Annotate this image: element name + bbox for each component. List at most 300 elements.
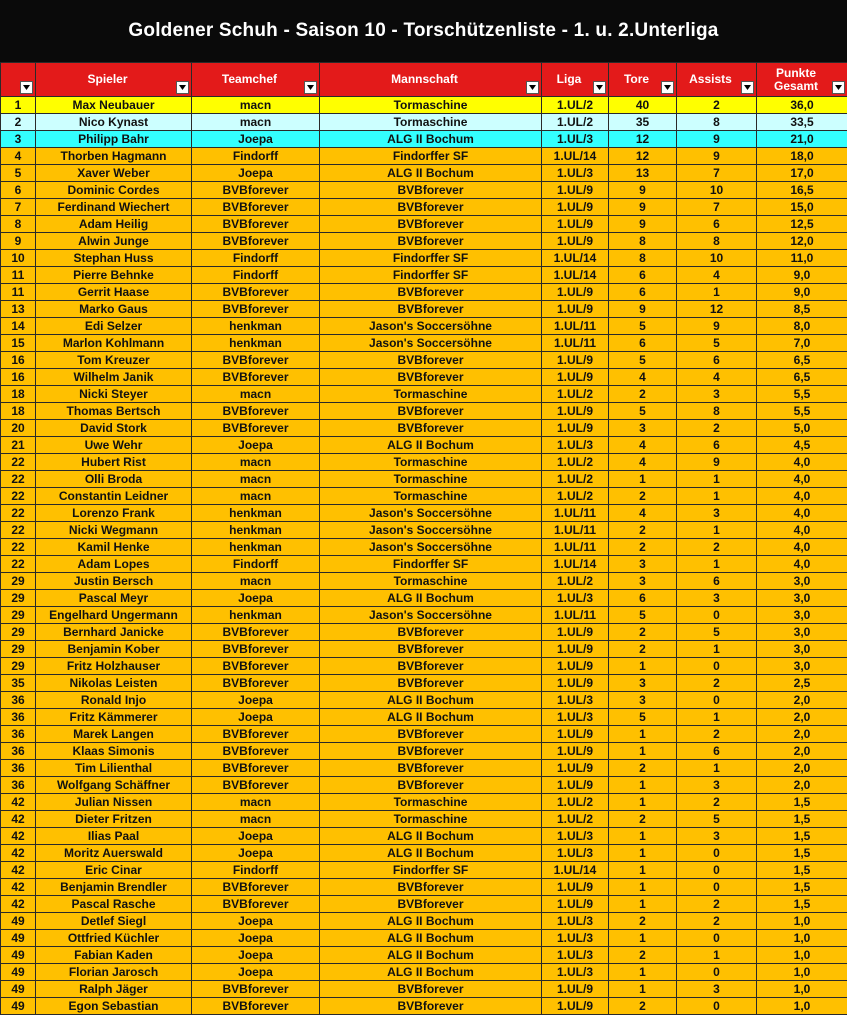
cell-points[interactable]: 4,5: [757, 437, 847, 454]
cell-goals[interactable]: 4: [609, 505, 677, 522]
cell-assists[interactable]: 8: [677, 233, 757, 250]
cell-player[interactable]: Tim Lilienthal: [36, 760, 192, 777]
cell-rank[interactable]: 49: [1, 998, 36, 1015]
cell-player[interactable]: Moritz Auerswald: [36, 845, 192, 862]
cell-rank[interactable]: 11: [1, 284, 36, 301]
cell-team[interactable]: BVBforever: [320, 641, 542, 658]
filter-rank-button[interactable]: [20, 81, 33, 94]
cell-points[interactable]: 5,0: [757, 420, 847, 437]
cell-assists[interactable]: 5: [677, 811, 757, 828]
cell-teamchef[interactable]: macn: [192, 386, 320, 403]
cell-goals[interactable]: 3: [609, 420, 677, 437]
cell-rank[interactable]: 29: [1, 641, 36, 658]
cell-assists[interactable]: 2: [677, 794, 757, 811]
cell-assists[interactable]: 6: [677, 437, 757, 454]
cell-liga[interactable]: 1.UL/9: [542, 352, 609, 369]
cell-liga[interactable]: 1.UL/9: [542, 896, 609, 913]
cell-points[interactable]: 5,5: [757, 403, 847, 420]
cell-goals[interactable]: 4: [609, 369, 677, 386]
cell-goals[interactable]: 2: [609, 760, 677, 777]
cell-team[interactable]: BVBforever: [320, 981, 542, 998]
cell-teamchef[interactable]: henkman: [192, 607, 320, 624]
cell-liga[interactable]: 1.UL/9: [542, 658, 609, 675]
cell-team[interactable]: ALG II Bochum: [320, 131, 542, 148]
cell-team[interactable]: BVBforever: [320, 182, 542, 199]
cell-liga[interactable]: 1.UL/11: [542, 505, 609, 522]
cell-points[interactable]: 2,0: [757, 777, 847, 794]
cell-goals[interactable]: 8: [609, 250, 677, 267]
cell-liga[interactable]: 1.UL/3: [542, 165, 609, 182]
cell-player[interactable]: Uwe Wehr: [36, 437, 192, 454]
cell-rank[interactable]: 22: [1, 454, 36, 471]
filter-points-button[interactable]: [832, 81, 845, 94]
cell-goals[interactable]: 13: [609, 165, 677, 182]
cell-points[interactable]: 4,0: [757, 471, 847, 488]
cell-assists[interactable]: 2: [677, 675, 757, 692]
cell-goals[interactable]: 6: [609, 335, 677, 352]
cell-team[interactable]: BVBforever: [320, 777, 542, 794]
cell-rank[interactable]: 36: [1, 743, 36, 760]
cell-team[interactable]: BVBforever: [320, 879, 542, 896]
cell-player[interactable]: Nikolas Leisten: [36, 675, 192, 692]
cell-team[interactable]: ALG II Bochum: [320, 947, 542, 964]
cell-goals[interactable]: 5: [609, 709, 677, 726]
cell-points[interactable]: 1,0: [757, 998, 847, 1015]
cell-goals[interactable]: 12: [609, 148, 677, 165]
cell-team[interactable]: Findorffer SF: [320, 267, 542, 284]
cell-rank[interactable]: 16: [1, 352, 36, 369]
cell-teamchef[interactable]: macn: [192, 488, 320, 505]
cell-player[interactable]: Pascal Rasche: [36, 896, 192, 913]
cell-rank[interactable]: 36: [1, 777, 36, 794]
cell-team[interactable]: Tormaschine: [320, 488, 542, 505]
cell-assists[interactable]: 9: [677, 131, 757, 148]
cell-points[interactable]: 2,5: [757, 675, 847, 692]
cell-assists[interactable]: 0: [677, 862, 757, 879]
cell-teamchef[interactable]: BVBforever: [192, 301, 320, 318]
cell-player[interactable]: Nicki Steyer: [36, 386, 192, 403]
cell-assists[interactable]: 9: [677, 318, 757, 335]
cell-player[interactable]: Engelhard Ungermann: [36, 607, 192, 624]
cell-player[interactable]: Wolfgang Schäffner: [36, 777, 192, 794]
cell-player[interactable]: Ottfried Küchler: [36, 930, 192, 947]
cell-goals[interactable]: 1: [609, 930, 677, 947]
cell-team[interactable]: ALG II Bochum: [320, 709, 542, 726]
cell-rank[interactable]: 29: [1, 573, 36, 590]
cell-player[interactable]: Klaas Simonis: [36, 743, 192, 760]
cell-points[interactable]: 36,0: [757, 97, 847, 114]
cell-assists[interactable]: 5: [677, 624, 757, 641]
cell-points[interactable]: 1,5: [757, 794, 847, 811]
cell-points[interactable]: 6,5: [757, 369, 847, 386]
cell-player[interactable]: Dominic Cordes: [36, 182, 192, 199]
cell-player[interactable]: Xaver Weber: [36, 165, 192, 182]
cell-goals[interactable]: 1: [609, 743, 677, 760]
cell-liga[interactable]: 1.UL/9: [542, 301, 609, 318]
cell-player[interactable]: Hubert Rist: [36, 454, 192, 471]
cell-goals[interactable]: 8: [609, 233, 677, 250]
cell-assists[interactable]: 0: [677, 845, 757, 862]
cell-rank[interactable]: 36: [1, 709, 36, 726]
cell-rank[interactable]: 5: [1, 165, 36, 182]
cell-assists[interactable]: 2: [677, 896, 757, 913]
cell-assists[interactable]: 0: [677, 930, 757, 947]
cell-rank[interactable]: 42: [1, 879, 36, 896]
cell-goals[interactable]: 1: [609, 777, 677, 794]
cell-teamchef[interactable]: henkman: [192, 539, 320, 556]
cell-player[interactable]: Wilhelm Janik: [36, 369, 192, 386]
cell-points[interactable]: 5,5: [757, 386, 847, 403]
cell-goals[interactable]: 6: [609, 267, 677, 284]
cell-liga[interactable]: 1.UL/3: [542, 913, 609, 930]
cell-assists[interactable]: 1: [677, 471, 757, 488]
cell-teamchef[interactable]: BVBforever: [192, 624, 320, 641]
cell-teamchef[interactable]: BVBforever: [192, 743, 320, 760]
cell-points[interactable]: 3,0: [757, 590, 847, 607]
cell-player[interactable]: Benjamin Kober: [36, 641, 192, 658]
cell-rank[interactable]: 3: [1, 131, 36, 148]
cell-goals[interactable]: 1: [609, 964, 677, 981]
cell-goals[interactable]: 12: [609, 131, 677, 148]
cell-assists[interactable]: 6: [677, 352, 757, 369]
cell-goals[interactable]: 9: [609, 199, 677, 216]
cell-liga[interactable]: 1.UL/3: [542, 131, 609, 148]
cell-teamchef[interactable]: Joepa: [192, 437, 320, 454]
cell-teamchef[interactable]: BVBforever: [192, 641, 320, 658]
cell-assists[interactable]: 1: [677, 641, 757, 658]
cell-assists[interactable]: 0: [677, 879, 757, 896]
cell-player[interactable]: Philipp Bahr: [36, 131, 192, 148]
cell-player[interactable]: Gerrit Haase: [36, 284, 192, 301]
cell-teamchef[interactable]: Joepa: [192, 828, 320, 845]
cell-team[interactable]: Findorffer SF: [320, 862, 542, 879]
cell-teamchef[interactable]: Findorff: [192, 250, 320, 267]
cell-player[interactable]: Eric Cinar: [36, 862, 192, 879]
cell-team[interactable]: Tormaschine: [320, 794, 542, 811]
cell-rank[interactable]: 21: [1, 437, 36, 454]
cell-teamchef[interactable]: macn: [192, 471, 320, 488]
cell-points[interactable]: 1,5: [757, 845, 847, 862]
cell-assists[interactable]: 3: [677, 828, 757, 845]
cell-rank[interactable]: 42: [1, 845, 36, 862]
cell-goals[interactable]: 6: [609, 590, 677, 607]
cell-teamchef[interactable]: macn: [192, 114, 320, 131]
cell-liga[interactable]: 1.UL/14: [542, 250, 609, 267]
cell-teamchef[interactable]: BVBforever: [192, 284, 320, 301]
cell-points[interactable]: 1,0: [757, 930, 847, 947]
cell-rank[interactable]: 13: [1, 301, 36, 318]
cell-team[interactable]: BVBforever: [320, 726, 542, 743]
cell-team[interactable]: ALG II Bochum: [320, 165, 542, 182]
cell-teamchef[interactable]: BVBforever: [192, 199, 320, 216]
cell-player[interactable]: Julian Nissen: [36, 794, 192, 811]
cell-rank[interactable]: 14: [1, 318, 36, 335]
cell-liga[interactable]: 1.UL/9: [542, 998, 609, 1015]
cell-points[interactable]: 2,0: [757, 760, 847, 777]
cell-rank[interactable]: 29: [1, 658, 36, 675]
cell-liga[interactable]: 1.UL/14: [542, 556, 609, 573]
cell-teamchef[interactable]: henkman: [192, 335, 320, 352]
cell-liga[interactable]: 1.UL/3: [542, 964, 609, 981]
cell-liga[interactable]: 1.UL/9: [542, 777, 609, 794]
cell-teamchef[interactable]: BVBforever: [192, 352, 320, 369]
cell-rank[interactable]: 9: [1, 233, 36, 250]
cell-liga[interactable]: 1.UL/11: [542, 335, 609, 352]
cell-liga[interactable]: 1.UL/3: [542, 692, 609, 709]
cell-rank[interactable]: 22: [1, 522, 36, 539]
cell-team[interactable]: Jason's Soccersöhne: [320, 318, 542, 335]
cell-team[interactable]: BVBforever: [320, 233, 542, 250]
cell-points[interactable]: 4,0: [757, 505, 847, 522]
cell-assists[interactable]: 9: [677, 148, 757, 165]
cell-rank[interactable]: 35: [1, 675, 36, 692]
cell-player[interactable]: David Stork: [36, 420, 192, 437]
cell-player[interactable]: Alwin Junge: [36, 233, 192, 250]
cell-points[interactable]: 1,0: [757, 947, 847, 964]
cell-teamchef[interactable]: Joepa: [192, 845, 320, 862]
cell-teamchef[interactable]: BVBforever: [192, 182, 320, 199]
cell-player[interactable]: Thomas Bertsch: [36, 403, 192, 420]
cell-goals[interactable]: 2: [609, 998, 677, 1015]
cell-rank[interactable]: 42: [1, 794, 36, 811]
cell-liga[interactable]: 1.UL/9: [542, 624, 609, 641]
cell-teamchef[interactable]: BVBforever: [192, 879, 320, 896]
cell-points[interactable]: 3,0: [757, 573, 847, 590]
cell-assists[interactable]: 0: [677, 607, 757, 624]
cell-goals[interactable]: 2: [609, 913, 677, 930]
cell-teamchef[interactable]: BVBforever: [192, 369, 320, 386]
cell-assists[interactable]: 1: [677, 947, 757, 964]
cell-goals[interactable]: 2: [609, 386, 677, 403]
cell-team[interactable]: Tormaschine: [320, 471, 542, 488]
cell-assists[interactable]: 3: [677, 386, 757, 403]
cell-liga[interactable]: 1.UL/11: [542, 539, 609, 556]
cell-teamchef[interactable]: BVBforever: [192, 998, 320, 1015]
cell-assists[interactable]: 10: [677, 182, 757, 199]
cell-teamchef[interactable]: BVBforever: [192, 777, 320, 794]
cell-points[interactable]: 1,0: [757, 981, 847, 998]
cell-points[interactable]: 4,0: [757, 539, 847, 556]
cell-assists[interactable]: 1: [677, 709, 757, 726]
cell-points[interactable]: 4,0: [757, 556, 847, 573]
cell-rank[interactable]: 10: [1, 250, 36, 267]
cell-rank[interactable]: 36: [1, 760, 36, 777]
cell-points[interactable]: 4,0: [757, 454, 847, 471]
cell-player[interactable]: Fabian Kaden: [36, 947, 192, 964]
cell-liga[interactable]: 1.UL/14: [542, 267, 609, 284]
cell-teamchef[interactable]: macn: [192, 573, 320, 590]
cell-teamchef[interactable]: Joepa: [192, 692, 320, 709]
cell-goals[interactable]: 1: [609, 471, 677, 488]
cell-team[interactable]: Jason's Soccersöhne: [320, 335, 542, 352]
cell-assists[interactable]: 6: [677, 743, 757, 760]
cell-goals[interactable]: 1: [609, 845, 677, 862]
cell-assists[interactable]: 1: [677, 522, 757, 539]
cell-rank[interactable]: 22: [1, 471, 36, 488]
cell-points[interactable]: 1,0: [757, 913, 847, 930]
cell-assists[interactable]: 12: [677, 301, 757, 318]
cell-team[interactable]: ALG II Bochum: [320, 930, 542, 947]
cell-rank[interactable]: 6: [1, 182, 36, 199]
cell-teamchef[interactable]: Findorff: [192, 148, 320, 165]
cell-points[interactable]: 1,5: [757, 828, 847, 845]
cell-goals[interactable]: 4: [609, 454, 677, 471]
cell-points[interactable]: 1,5: [757, 896, 847, 913]
cell-player[interactable]: Marlon Kohlmann: [36, 335, 192, 352]
cell-goals[interactable]: 1: [609, 726, 677, 743]
cell-assists[interactable]: 10: [677, 250, 757, 267]
cell-team[interactable]: Tormaschine: [320, 386, 542, 403]
cell-rank[interactable]: 18: [1, 403, 36, 420]
cell-teamchef[interactable]: Findorff: [192, 267, 320, 284]
cell-goals[interactable]: 3: [609, 573, 677, 590]
cell-team[interactable]: BVBforever: [320, 403, 542, 420]
cell-team[interactable]: Findorffer SF: [320, 250, 542, 267]
cell-points[interactable]: 3,0: [757, 641, 847, 658]
cell-goals[interactable]: 2: [609, 947, 677, 964]
cell-team[interactable]: ALG II Bochum: [320, 913, 542, 930]
cell-rank[interactable]: 42: [1, 811, 36, 828]
cell-goals[interactable]: 35: [609, 114, 677, 131]
cell-assists[interactable]: 5: [677, 335, 757, 352]
cell-player[interactable]: Justin Bersch: [36, 573, 192, 590]
cell-teamchef[interactable]: Joepa: [192, 964, 320, 981]
cell-teamchef[interactable]: henkman: [192, 522, 320, 539]
cell-assists[interactable]: 2: [677, 420, 757, 437]
cell-rank[interactable]: 1: [1, 97, 36, 114]
cell-team[interactable]: Jason's Soccersöhne: [320, 539, 542, 556]
cell-goals[interactable]: 9: [609, 216, 677, 233]
cell-rank[interactable]: 49: [1, 981, 36, 998]
cell-liga[interactable]: 1.UL/9: [542, 199, 609, 216]
cell-points[interactable]: 18,0: [757, 148, 847, 165]
cell-player[interactable]: Fritz Kämmerer: [36, 709, 192, 726]
cell-points[interactable]: 12,5: [757, 216, 847, 233]
cell-liga[interactable]: 1.UL/9: [542, 216, 609, 233]
cell-liga[interactable]: 1.UL/3: [542, 437, 609, 454]
cell-team[interactable]: Jason's Soccersöhne: [320, 522, 542, 539]
cell-teamchef[interactable]: henkman: [192, 505, 320, 522]
cell-player[interactable]: Egon Sebastian: [36, 998, 192, 1015]
cell-points[interactable]: 9,0: [757, 284, 847, 301]
cell-points[interactable]: 4,0: [757, 488, 847, 505]
cell-points[interactable]: 9,0: [757, 267, 847, 284]
cell-team[interactable]: Jason's Soccersöhne: [320, 607, 542, 624]
cell-teamchef[interactable]: macn: [192, 454, 320, 471]
cell-rank[interactable]: 49: [1, 913, 36, 930]
cell-player[interactable]: Ronald Injo: [36, 692, 192, 709]
cell-assists[interactable]: 1: [677, 284, 757, 301]
cell-goals[interactable]: 1: [609, 981, 677, 998]
cell-team[interactable]: ALG II Bochum: [320, 845, 542, 862]
cell-liga[interactable]: 1.UL/9: [542, 403, 609, 420]
cell-liga[interactable]: 1.UL/9: [542, 726, 609, 743]
cell-rank[interactable]: 22: [1, 505, 36, 522]
cell-rank[interactable]: 36: [1, 692, 36, 709]
cell-goals[interactable]: 1: [609, 658, 677, 675]
cell-teamchef[interactable]: macn: [192, 811, 320, 828]
cell-player[interactable]: Ralph Jäger: [36, 981, 192, 998]
cell-team[interactable]: BVBforever: [320, 420, 542, 437]
cell-rank[interactable]: 18: [1, 386, 36, 403]
cell-teamchef[interactable]: BVBforever: [192, 403, 320, 420]
cell-team[interactable]: ALG II Bochum: [320, 692, 542, 709]
cell-team[interactable]: Tormaschine: [320, 573, 542, 590]
cell-goals[interactable]: 2: [609, 641, 677, 658]
cell-goals[interactable]: 1: [609, 794, 677, 811]
cell-goals[interactable]: 2: [609, 488, 677, 505]
cell-liga[interactable]: 1.UL/9: [542, 641, 609, 658]
cell-player[interactable]: Stephan Huss: [36, 250, 192, 267]
cell-liga[interactable]: 1.UL/9: [542, 182, 609, 199]
cell-goals[interactable]: 3: [609, 556, 677, 573]
cell-goals[interactable]: 2: [609, 624, 677, 641]
cell-player[interactable]: Olli Broda: [36, 471, 192, 488]
cell-assists[interactable]: 1: [677, 760, 757, 777]
cell-teamchef[interactable]: BVBforever: [192, 233, 320, 250]
filter-assists-button[interactable]: [741, 81, 754, 94]
cell-player[interactable]: Nicki Wegmann: [36, 522, 192, 539]
cell-team[interactable]: BVBforever: [320, 624, 542, 641]
cell-rank[interactable]: 11: [1, 267, 36, 284]
cell-rank[interactable]: 29: [1, 624, 36, 641]
cell-liga[interactable]: 1.UL/2: [542, 454, 609, 471]
cell-points[interactable]: 8,0: [757, 318, 847, 335]
cell-player[interactable]: Benjamin Brendler: [36, 879, 192, 896]
cell-points[interactable]: 33,5: [757, 114, 847, 131]
cell-assists[interactable]: 7: [677, 165, 757, 182]
cell-team[interactable]: BVBforever: [320, 352, 542, 369]
cell-team[interactable]: ALG II Bochum: [320, 828, 542, 845]
cell-assists[interactable]: 2: [677, 726, 757, 743]
cell-assists[interactable]: 0: [677, 964, 757, 981]
cell-liga[interactable]: 1.UL/9: [542, 760, 609, 777]
cell-player[interactable]: Nico Kynast: [36, 114, 192, 131]
cell-player[interactable]: Bernhard Janicke: [36, 624, 192, 641]
cell-rank[interactable]: 4: [1, 148, 36, 165]
cell-goals[interactable]: 5: [609, 607, 677, 624]
cell-player[interactable]: Adam Heilig: [36, 216, 192, 233]
cell-player[interactable]: Lorenzo Frank: [36, 505, 192, 522]
cell-goals[interactable]: 1: [609, 896, 677, 913]
cell-teamchef[interactable]: Joepa: [192, 930, 320, 947]
cell-team[interactable]: ALG II Bochum: [320, 964, 542, 981]
cell-teamchef[interactable]: Joepa: [192, 131, 320, 148]
cell-liga[interactable]: 1.UL/9: [542, 369, 609, 386]
cell-rank[interactable]: 29: [1, 590, 36, 607]
cell-player[interactable]: Tom Kreuzer: [36, 352, 192, 369]
cell-player[interactable]: Kamil Henke: [36, 539, 192, 556]
cell-points[interactable]: 11,0: [757, 250, 847, 267]
cell-goals[interactable]: 5: [609, 318, 677, 335]
cell-liga[interactable]: 1.UL/9: [542, 284, 609, 301]
cell-points[interactable]: 2,0: [757, 692, 847, 709]
cell-points[interactable]: 21,0: [757, 131, 847, 148]
cell-points[interactable]: 3,0: [757, 607, 847, 624]
cell-goals[interactable]: 5: [609, 352, 677, 369]
cell-assists[interactable]: 0: [677, 692, 757, 709]
filter-player-button[interactable]: [176, 81, 189, 94]
cell-team[interactable]: BVBforever: [320, 998, 542, 1015]
cell-assists[interactable]: 2: [677, 539, 757, 556]
cell-rank[interactable]: 2: [1, 114, 36, 131]
cell-teamchef[interactable]: Joepa: [192, 947, 320, 964]
cell-team[interactable]: BVBforever: [320, 301, 542, 318]
cell-team[interactable]: BVBforever: [320, 658, 542, 675]
cell-team[interactable]: BVBforever: [320, 199, 542, 216]
cell-player[interactable]: Fritz Holzhauser: [36, 658, 192, 675]
cell-rank[interactable]: 8: [1, 216, 36, 233]
